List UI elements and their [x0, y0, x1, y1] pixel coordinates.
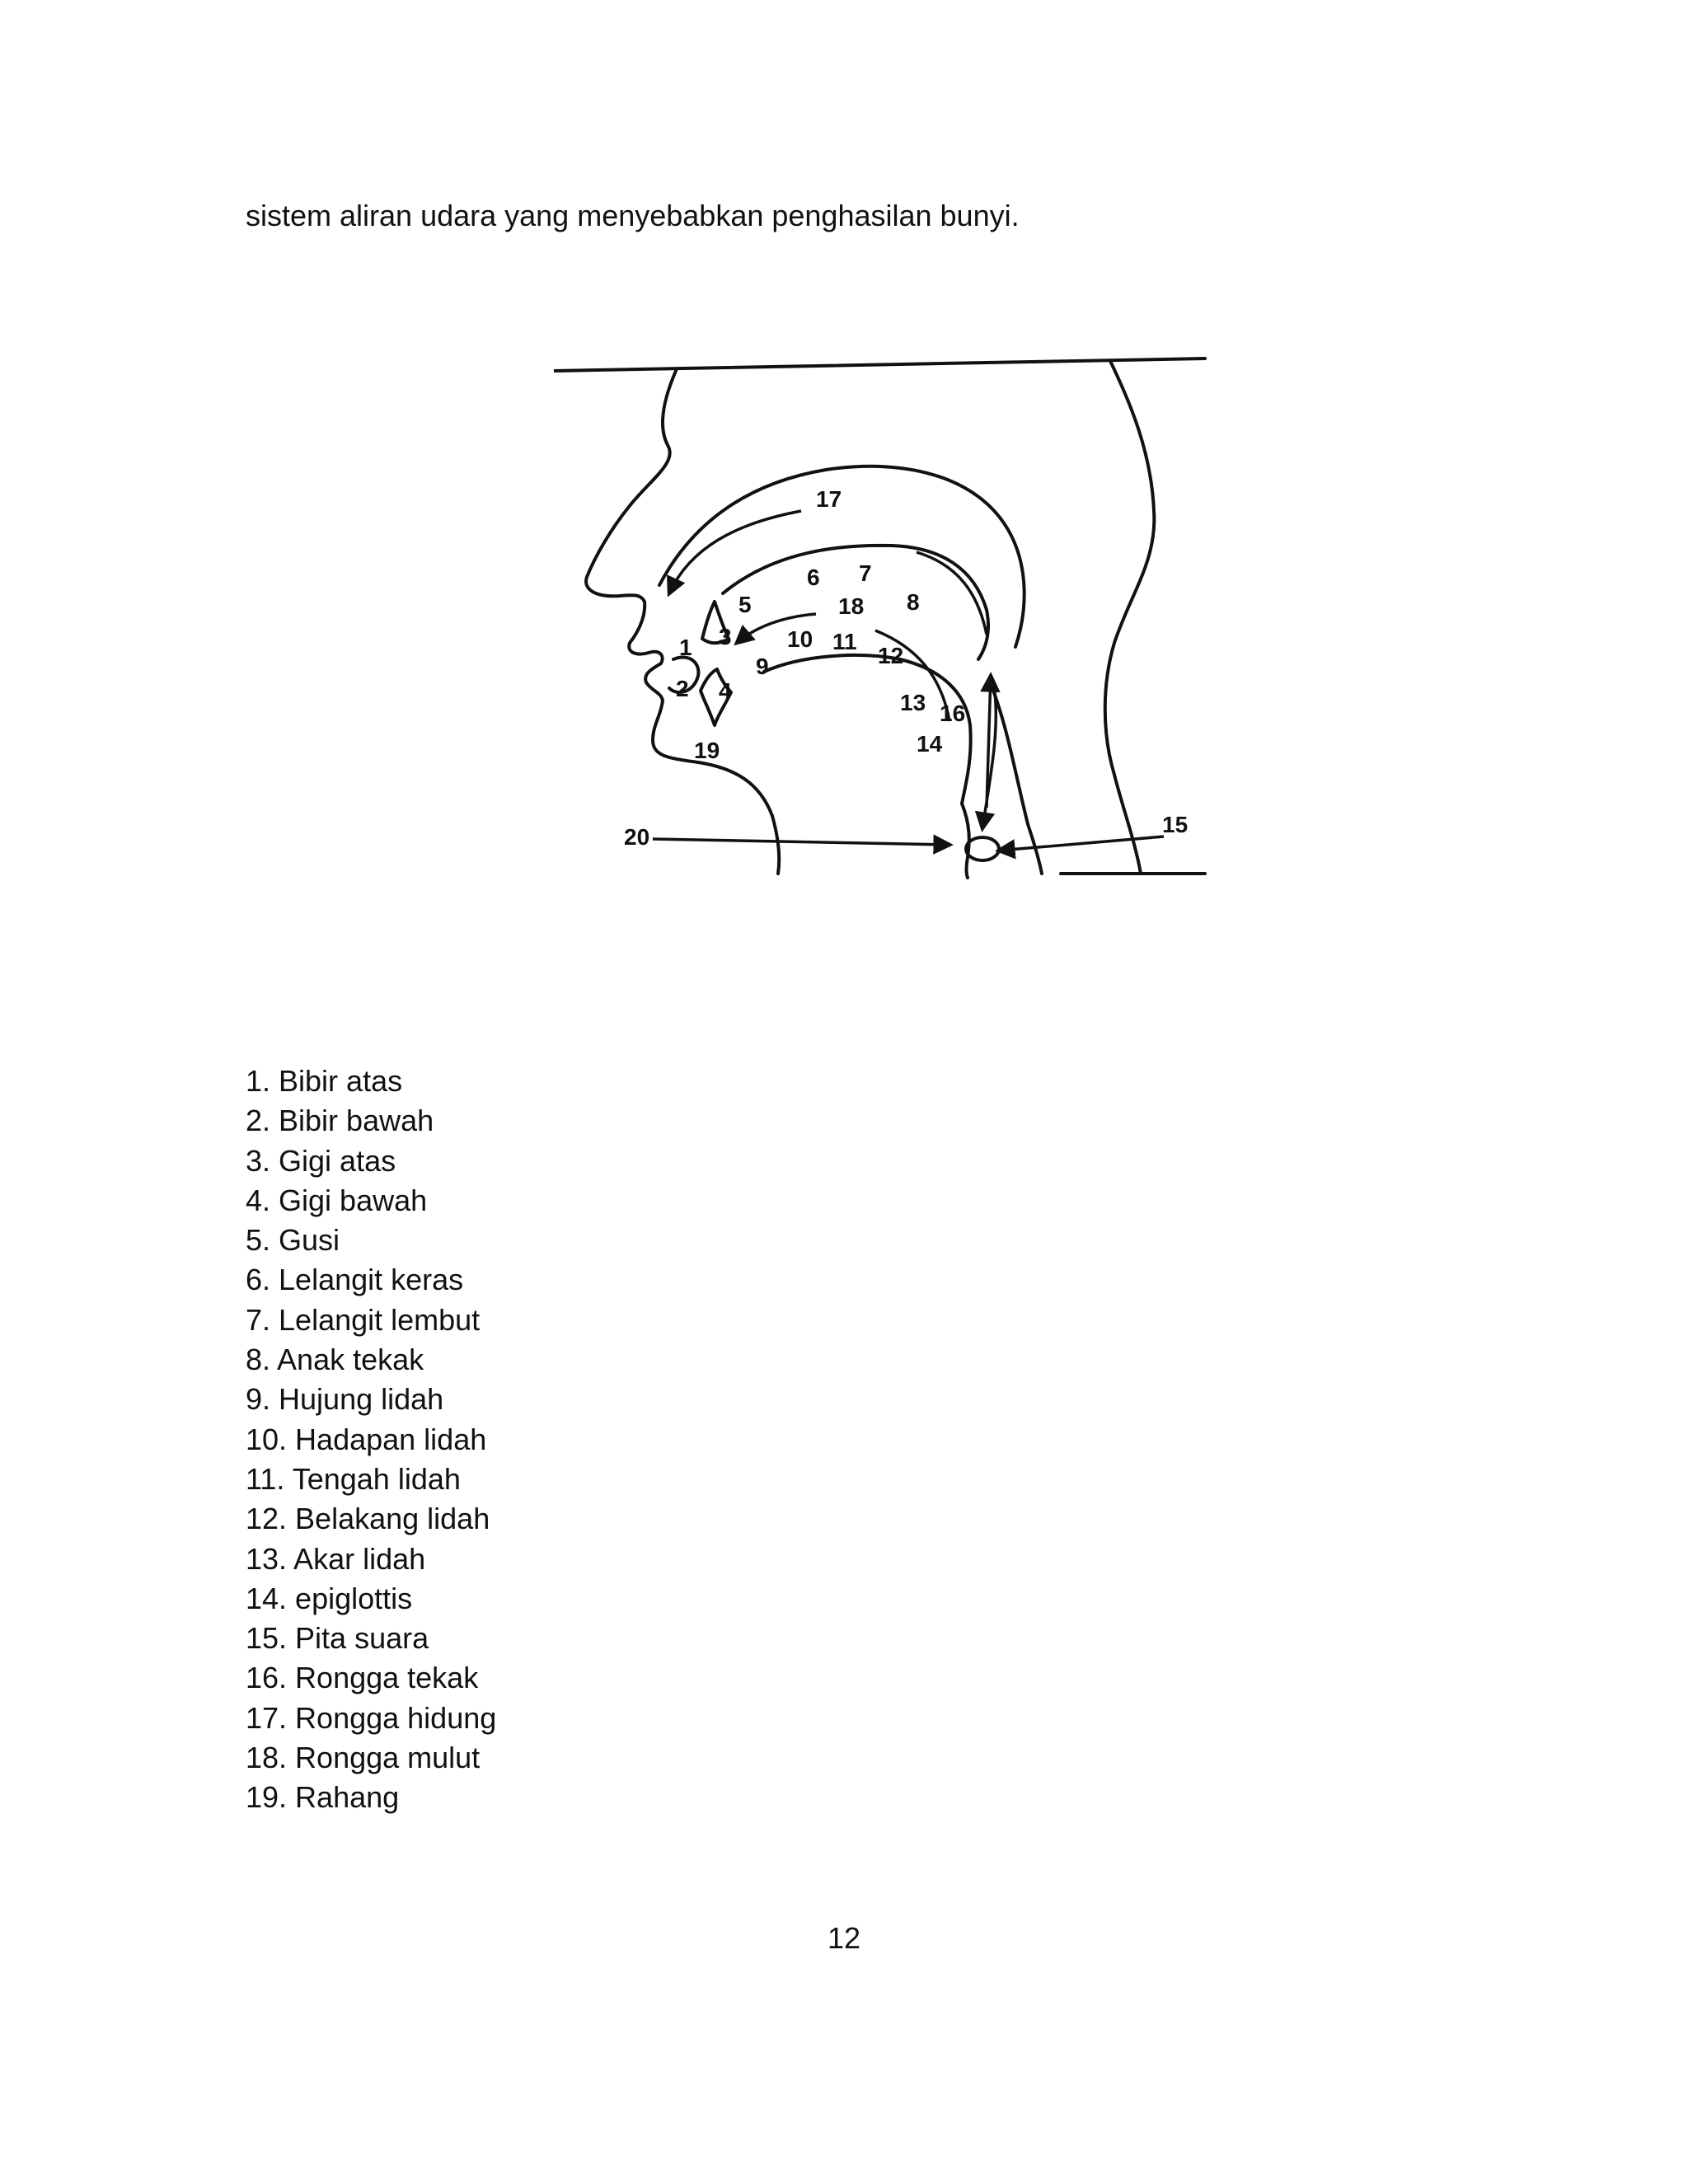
legend-item: 16. Rongga tekak	[246, 1661, 479, 1695]
tongue-surface	[764, 655, 971, 804]
vocal-folds	[966, 837, 999, 860]
label-10: 10	[787, 626, 814, 652]
label-17: 17	[816, 486, 842, 512]
legend-item: 15. Pita suara	[246, 1621, 429, 1656]
pointer-20	[653, 839, 950, 845]
label-18: 18	[838, 593, 865, 619]
label-3: 3	[719, 624, 732, 649]
legend-item: 17. Rongga hidung	[246, 1700, 497, 1735]
intro-text: sistem aliran udara yang menyebabkan penghasilan bunyi.	[246, 199, 1020, 232]
label-15: 15	[1162, 812, 1189, 837]
legend-item: 2. Bibir bawah	[246, 1104, 434, 1138]
label-11: 11	[832, 629, 857, 654]
label-6: 6	[807, 565, 820, 590]
legend-item: 1. Bibir atas	[246, 1064, 403, 1098]
legend-item: 7. Lelangit lembut	[246, 1302, 481, 1337]
label-1: 1	[679, 635, 692, 660]
label-19: 19	[694, 738, 720, 763]
label-7: 7	[859, 560, 872, 586]
back-of-neck	[1105, 361, 1155, 874]
nasal-airflow-arrow	[669, 511, 801, 593]
label-20: 20	[624, 824, 650, 850]
larynx	[962, 804, 969, 878]
legend-item: 14. epiglottis	[246, 1581, 413, 1615]
top-border-line	[554, 359, 1205, 371]
label-4: 4	[719, 678, 732, 704]
legend-item: 18. Rongga mulut	[246, 1741, 481, 1775]
legend-item: 6. Lelangit keras	[246, 1263, 464, 1297]
speech-organs-diagram	[554, 346, 1213, 882]
legend-item: 5. Gusi	[246, 1223, 340, 1258]
nasal-airflow-arrow-back	[917, 552, 987, 635]
pointer-15	[999, 837, 1164, 851]
legend-item: 19. Rahang	[246, 1780, 400, 1815]
nasal-cavity-outline	[659, 466, 1025, 647]
legend-item: 3. Gigi atas	[246, 1143, 396, 1178]
organ-legend-list	[246, 1062, 496, 1818]
label-14: 14	[917, 731, 943, 757]
label-2: 2	[676, 676, 689, 701]
legend-item: 13. Akar lidah	[246, 1541, 426, 1576]
label-8: 8	[907, 589, 920, 615]
label-16: 16	[940, 701, 966, 726]
label-5: 5	[738, 592, 752, 617]
label-9: 9	[756, 654, 769, 679]
legend-item: 8. Anak tekak	[246, 1343, 424, 1377]
label-13: 13	[900, 690, 926, 715]
legend-item: 11. Tengah lidah	[246, 1461, 461, 1496]
page-number: 12	[827, 1921, 861, 1955]
face-profile	[586, 371, 779, 874]
legend-item: 10. Hadapan lidah	[246, 1422, 487, 1456]
speech-organs-svg	[554, 346, 1213, 882]
legend-item: 9. Hujung lidah	[246, 1382, 444, 1417]
legend-item: 12. Belakang lidah	[246, 1502, 490, 1536]
label-12: 12	[878, 643, 904, 668]
legend-item: 4. Gigi bawah	[246, 1183, 428, 1217]
